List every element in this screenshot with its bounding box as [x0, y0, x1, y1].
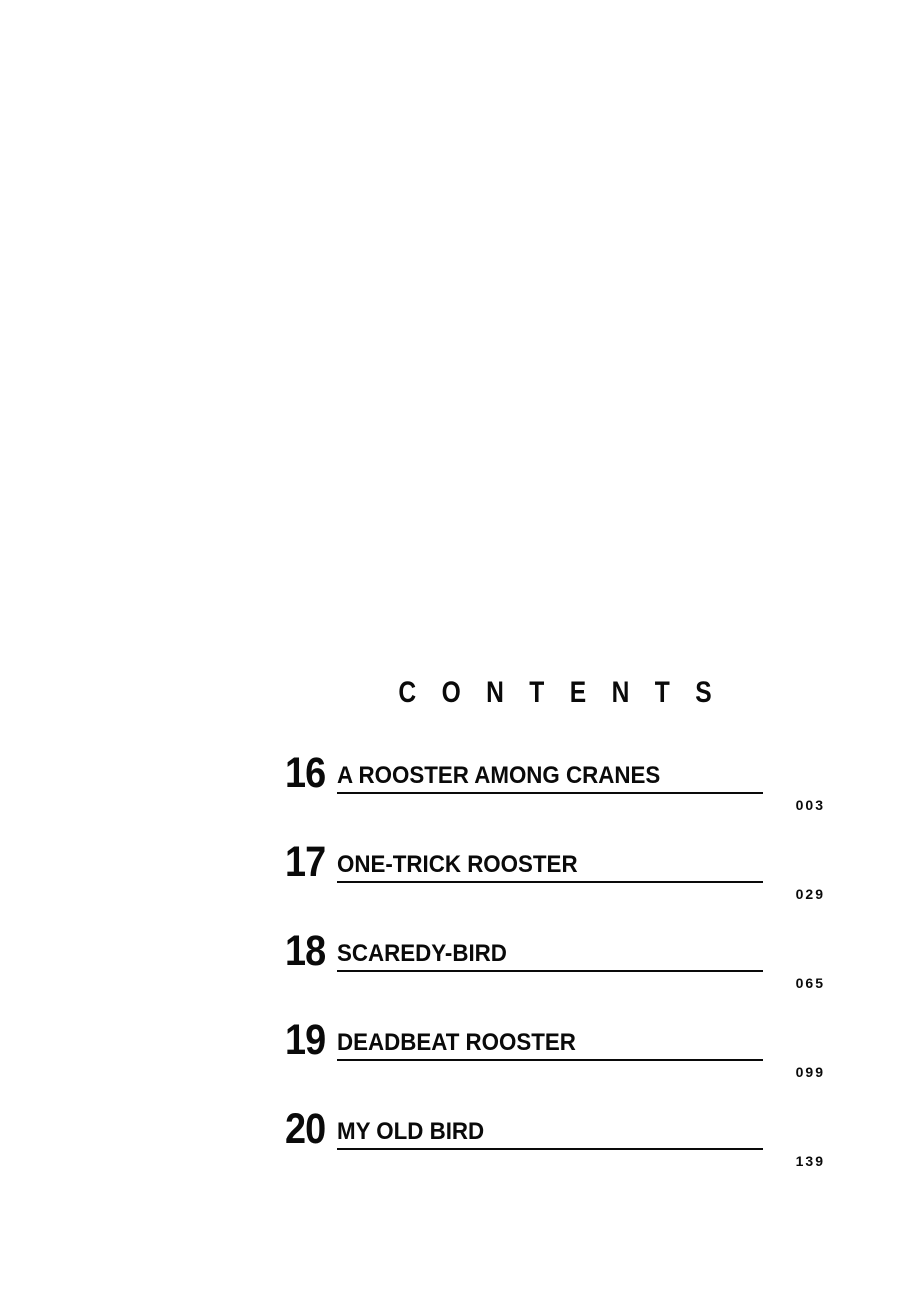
chapter-title: ONE-TRICK ROOSTER: [336, 851, 578, 879]
leader-rule: [337, 1148, 763, 1150]
chapter-number: 17: [285, 838, 326, 886]
list-item[interactable]: [285, 838, 825, 932]
chapter-title: A ROOSTER AMONG CRANES: [336, 762, 661, 790]
leader-rule: [337, 881, 763, 883]
contents-heading: CONTENTS: [398, 676, 738, 709]
chapter-title: DEADBEAT ROOSTER: [336, 1029, 576, 1057]
page-number: 099: [795, 1063, 825, 1080]
chapter-number: 16: [285, 749, 326, 797]
list-item[interactable]: [285, 1016, 825, 1110]
page-number: 065: [795, 974, 825, 991]
chapter-number: 20: [285, 1105, 326, 1153]
page-number: 003: [795, 796, 825, 813]
page-number: 029: [795, 885, 825, 902]
chapter-number: 19: [285, 1016, 326, 1064]
list-item[interactable]: [285, 927, 825, 1021]
contents-list: [285, 749, 825, 1199]
table-of-contents: [285, 676, 825, 1199]
chapter-number: 18: [285, 927, 326, 975]
leader-rule: [337, 1059, 763, 1061]
page-number: 139: [795, 1152, 825, 1169]
chapter-title: SCAREDY-BIRD: [336, 940, 507, 968]
list-item[interactable]: [285, 1105, 825, 1199]
list-item[interactable]: [285, 749, 825, 843]
leader-rule: [337, 792, 763, 794]
leader-rule: [337, 970, 763, 972]
chapter-title: MY OLD BIRD: [336, 1118, 485, 1146]
